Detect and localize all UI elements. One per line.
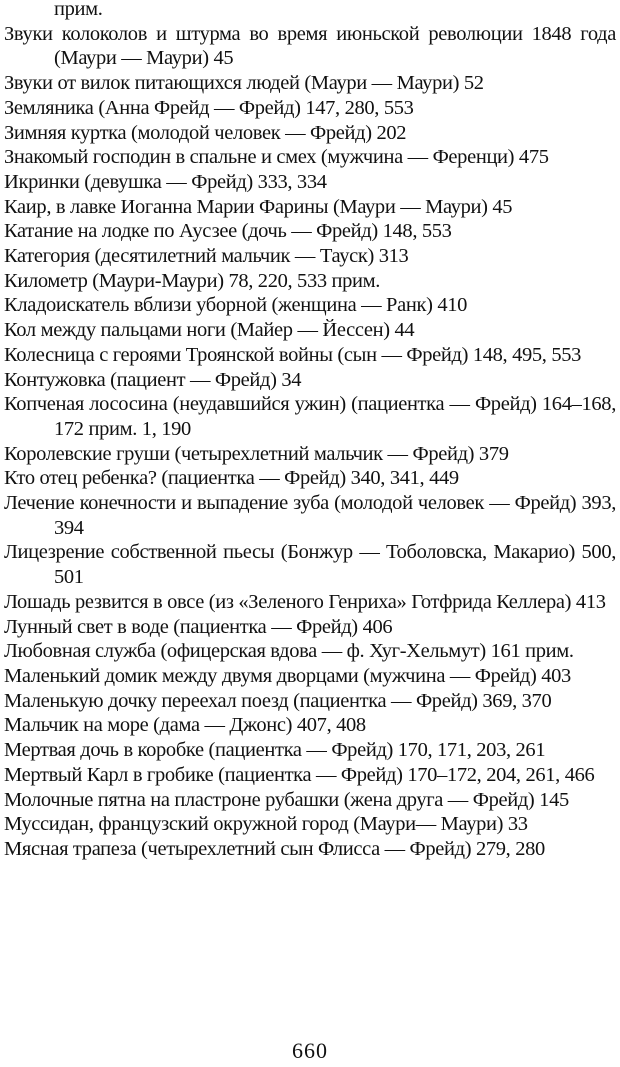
index-entry: Кто отец ребенка? (пациентка — Фрейд) 340, 341, 449 <box>4 467 459 490</box>
index-entry: Копченая лососина (неудавшийся ужин) (пациентка — Фрейд) 164–168, 172 прим. 1, 190 <box>4 393 616 440</box>
index-entry: Икринки (девушка — Фрейд) 333, 334 <box>4 170 327 193</box>
index-entry: Лунный свет в воде (пациентка — Фрейд) 406 <box>4 615 393 638</box>
index-entry: Любовная служба (офицерская вдова — ф. Хуг-Хельмут) 161 прим. <box>4 640 574 663</box>
index-entry: Знакомый господин в спальне и смех (мужчина — Ференци) 475 <box>4 146 549 169</box>
index-entry: Мальчик на море (дама — Джонс) 407, 408 <box>4 714 366 737</box>
index-entry: Мертвый Карл в гробике (пациентка — Фрейд) 170–172, 204, 261, 466 <box>4 763 595 786</box>
index-entry: Звуки колоколов и штурма во время июньской революции 1848 года (Маури — Маури) 45 <box>4 22 616 70</box>
index-entry: Земляника (Анна Фрейд — Фрейд) 147, 280, 553 <box>4 96 414 119</box>
index-entry: Мертвая дочь в коробке (пациентка — Фрейд) 170, 171, 203, 261 <box>4 739 546 762</box>
index-entry: Каир, в лавке Иоганна Марии Фарины (Маури — Маури) 45 <box>4 195 513 218</box>
index-entry: Лошадь резвится в овсе (из «Зеленого Генриха» Готфрида Келлера) 413 <box>4 590 606 613</box>
index-entry: Кладоискатель вблизи уборной (женщина — Ранк) 410 <box>4 294 468 317</box>
index-entry: Лечение конечности и выпадение зуба (молодой человек — Фрейд) 393, 394 <box>4 492 616 539</box>
index-entry: Королевские груши (четырехлетний мальчик — Фрейд) 379 <box>4 442 509 465</box>
index-entry: Километр (Маури-Маури) 78, 220, 533 прим. <box>4 269 381 292</box>
index-entry: Катание на лодке по Аусзее (дочь — Фрейд) 148, 553 <box>4 220 452 243</box>
page-number: 660 <box>292 1038 328 1063</box>
index-entry: Маленький домик между двумя дворцами (мужчина — Фрейд) 403 <box>4 664 571 687</box>
index-entry: Маленькую дочку переехал поезд (пациентка — Фрейд) 369, 370 <box>4 689 552 712</box>
index-entry: Мясная трапеза (четырехлетний сын Флисса — Фрейд) 279, 280 <box>4 837 545 860</box>
index-entry: Колесница с героями Троянской войны (сын — Фрейд) 148, 495, 553 <box>4 343 582 366</box>
index-entry: Контужовка (пациент — Фрейд) 34 <box>4 368 302 391</box>
index-entry: Кол между пальцами ноги (Майер — Йессен) 44 <box>4 319 415 342</box>
index-entry: Звуки от вилок питающихся людей (Маури — Маури) 52 <box>4 72 484 95</box>
index-entry-continuation: прим. <box>54 0 103 20</box>
index-entry: Муссидан, французский окружной город (Маури— Маури) 33 <box>4 813 528 836</box>
index-entry: Категория (десятилетний мальчик — Тауск) 313 <box>4 245 409 268</box>
index-entry: Молочные пятна на пластроне рубашки (жена друга — Фрейд) 145 <box>4 788 569 811</box>
index-entry: Лицезрение собственной пьесы (Бонжур — Тоболовска, Макарио) 500, 501 <box>4 541 616 589</box>
index-entry: Зимняя куртка (молодой человек — Фрейд) 202 <box>4 121 407 144</box>
